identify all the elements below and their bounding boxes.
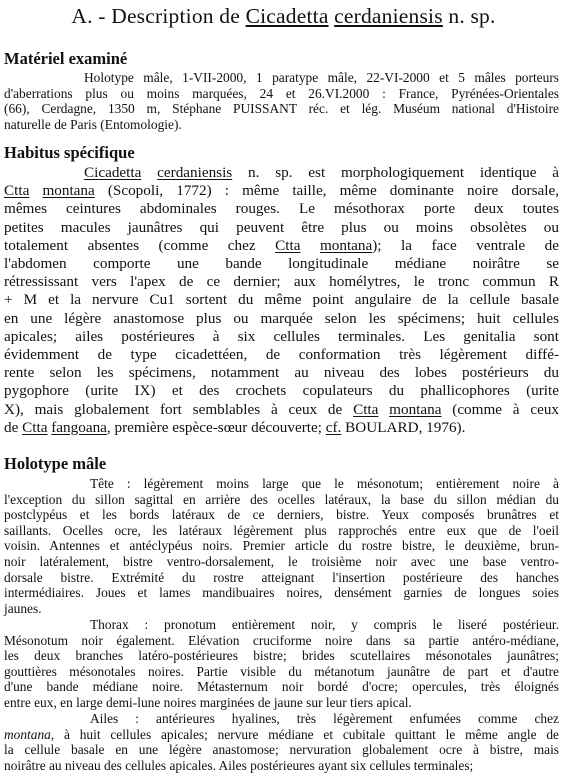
tete-line: postclypéus et les bords latéraux de ce derniers, bistre. Yeux composés brunâtres et (4, 507, 559, 523)
ailes-line: la cellule basale en une légère anastomose; nervuration globalement ocre à bistre, mais (4, 742, 559, 758)
materiel-line: (66), Cerdagne, 1350 m, Stéphane PUISSANT réc. et lég. Muséum national d'Histoire (4, 101, 559, 117)
title-species: cerdaniensis (334, 4, 443, 28)
habitus-line: l'abdomen comporte une bande longitudinale médiane noirâtre se (4, 255, 559, 273)
habitus-line: de Ctta fangoana, première espèce-sœur découverte; cf. BOULARD, 1976). (4, 418, 466, 436)
habitus-paragraph (4, 164, 559, 437)
habitus-line: petites macules jaunâtres qui peuvent être plus ou moins obsolètes ou (4, 218, 559, 236)
tete-line: l'exception du sillon sagittal en arrière des ocelles latéraux, la base du sillon médian du (4, 491, 559, 507)
ailes-paragraph (4, 711, 559, 773)
ailes-line: montana, à huit cellules apicales; nervure médiane et cubitale quittant le même angle de (4, 726, 559, 742)
habitus-line: X), mais globalement fort semblables à ceux de Ctta montana (comme à ceux (4, 400, 560, 418)
habitus-line: évidemment de type cicadettéen, de conformation très légèrement diffé- (4, 346, 559, 364)
habitus-line: apicales; ailes postérieures à six cellules terminales. Les genitalia sont (4, 327, 559, 345)
thorax-line: Mésonotum noir également. Elévation cruciforme noire dans sa partie antéro-médiane, (4, 632, 559, 648)
habitus-heading: Habitus spécifique (4, 143, 135, 162)
habitus-line: Cicadetta cerdaniensis n. sp. est morphologiquement identique à (84, 164, 559, 181)
title-genus: Cicadetta (245, 4, 329, 28)
title-prefix: A. - Description de (71, 4, 240, 28)
thorax-paragraph (4, 617, 559, 711)
tete-line: Tête : légèrement moins large que le mésonotum; entièrement noire à (90, 476, 559, 491)
tete-line: dorsale bistre. Extrémité du rostre atteignant l'insertion postérieure des hanches (4, 569, 559, 585)
tete-line: voisin. Antennes et antéclypéus noirs. Premier article du rostre bistre, le deuxième, brun- (4, 538, 559, 554)
materiel-heading: Matériel examiné (4, 49, 128, 68)
habitus-line: pygophore (urite IX) et des crochets copulateurs du phallicophores (urite (4, 382, 559, 400)
habitus-line: mêmes ceintures abdominales rouges. Le mésothorax porte deux toutes (4, 200, 559, 218)
thorax-line: les deux branches latéro-postérieures bistre; brides scutellaires mésonotales jaunâtres; (4, 648, 559, 664)
habitus-line: rente selon les spécimens, notamment au niveau des lobes postérieurs du (4, 364, 559, 382)
thorax-line: entre eux, en large demi-lune noires marginées de jaune sur leur tiers apical. (4, 694, 412, 710)
title-suffix: n. sp. (448, 4, 496, 28)
page-title (0, 4, 567, 29)
thorax-line: gouttières mésonotales noires. Partie visible du métanotum jaunâtre de part et d'autre (4, 663, 559, 679)
materiel-line: d'aberrations plus ou moins marquées, 24 et 26.VI.2000 : France, Pyrénées-Orientales (4, 85, 559, 101)
ailes-line: noirâtre au niveau des cellules apicales. Ailes postérieures ayant six cellules terminales; (4, 757, 474, 773)
materiel-line: Holotype mâle, 1-VII-2000, 1 paratype mâle, 22-VI-2000 et 5 mâles porteurs (84, 70, 559, 85)
ailes-line: Ailes : antérieures hyalines, très légèrement enfumées comme chez (90, 711, 559, 726)
tete-line: intermédiaires. Joues et lames mandibuaires noires, densément garnies de longues soies (4, 585, 559, 601)
habitus-line: + M et la nervure Cu1 sortent du même point angulaire de la cellule basale (4, 291, 559, 309)
habitus-line: en une légère anastomose plus ou marquée selon les spécimens; huit cellules (4, 309, 559, 327)
tete-line: saillants. Ocelles ocre, les latéraux légèrement plus rapprochés entre eux que de l'oeil (4, 522, 559, 538)
materiel-paragraph (4, 70, 559, 132)
tete-paragraph (4, 476, 559, 616)
habitus-line: rétressissant vers l'apex de ce dernier; aux homélytres, le tronc commun R (4, 273, 559, 291)
thorax-line: Thorax : pronotum entièrement noir, y compris le liseré postérieur. (90, 617, 559, 632)
habitus-line: totalement absentes (comme chez Ctta montana); la face ventrale de (4, 236, 559, 254)
materiel-line: naturelle de Paris (Entomologie). (4, 116, 182, 132)
habitus-line: Ctta montana (Scopoli, 1772) : même taille, même dominante noire dorsale, (4, 182, 560, 200)
holotype-heading: Holotype mâle (4, 454, 107, 473)
thorax-line: d'une bande médiane noire. Métasternum noir bordé d'ocre; opercules, très éloignés (4, 679, 559, 695)
tete-line: jaunes. (4, 600, 42, 616)
tete-line: noir latéralement, bistre ventro-dorsalement, le troisième noir avec une base ventro- (4, 553, 559, 569)
